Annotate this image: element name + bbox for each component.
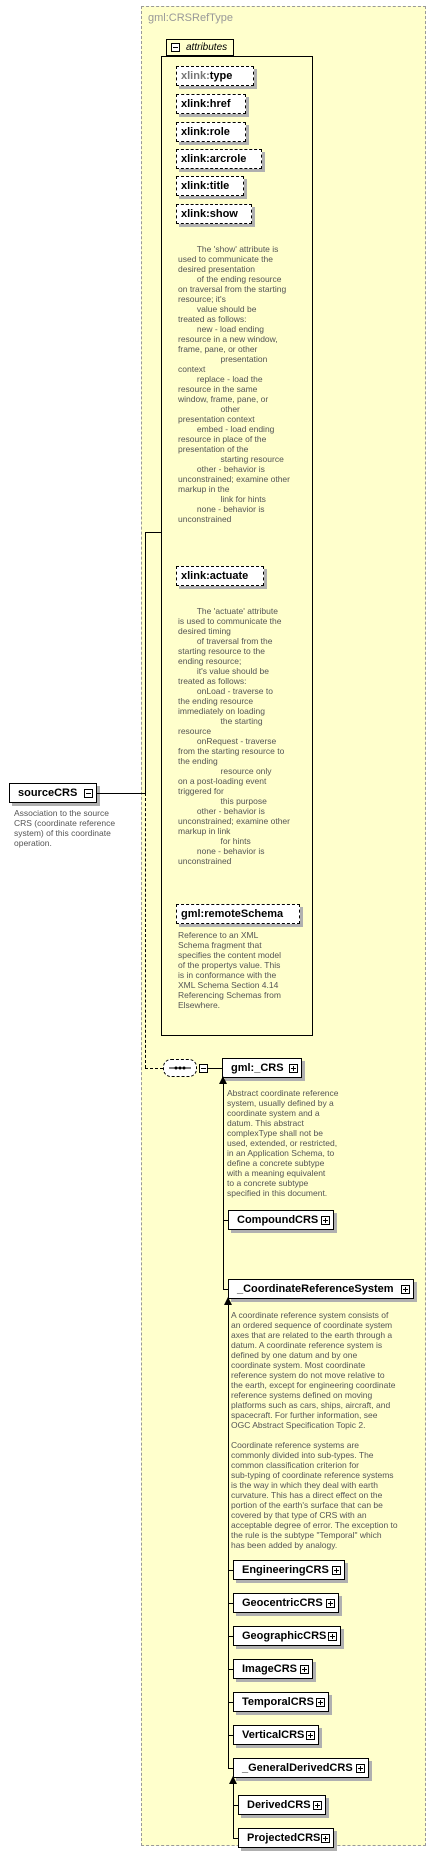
collapse-icon[interactable] — [171, 43, 180, 52]
attributes-group — [161, 56, 313, 1036]
attribute-name: xlink:href — [181, 98, 231, 110]
element-label: GeocentricCRS — [242, 1597, 323, 1609]
attributes-group-header[interactable] — [166, 39, 234, 56]
connector-dashed-line — [145, 793, 146, 1068]
element-projectedcrs[interactable] — [238, 1828, 334, 1848]
element-gml-crs[interactable] — [222, 1058, 302, 1078]
attribute-remoteschema-doc: Reference to an XML Schema fragment that specifies the content model of the propertys value. This is in conformance with the XML Schema Section 4.14 Referencing Schemas from Elsewhere. — [178, 930, 282, 1010]
attribute-xlink-type[interactable] — [176, 66, 254, 86]
attribute-xlink-actuate[interactable] — [176, 566, 264, 586]
root-element-sourcecrs[interactable] — [9, 783, 97, 803]
root-element-label: sourceCRS — [18, 787, 78, 799]
attribute-name: xlink:actuate — [181, 570, 249, 582]
attributes-label: attributes — [186, 42, 228, 53]
expand-icon[interactable] — [300, 1665, 309, 1674]
attribute-name: xlink:role — [181, 126, 230, 138]
attribute-xlink-role[interactable] — [176, 122, 246, 142]
element-label: ProjectedCRS — [247, 1832, 321, 1844]
expand-icon[interactable] — [321, 1216, 330, 1225]
attribute-namespace: xlink: — [181, 70, 210, 82]
element-derivedcrs[interactable] — [238, 1795, 326, 1815]
element-crs-doc: Abstract coordinate reference system, usually defined by a coordinate system and a datum. This abstract complexType shall not be used, extended, or restricted, in an Application Schema, to define a concrete subtype with a meaning equivalent to a concrete subtype specified in this document. — [227, 1088, 339, 1198]
expand-icon[interactable] — [313, 1801, 322, 1810]
attribute-xlink-href[interactable] — [176, 94, 246, 114]
derivation-line — [228, 1305, 229, 1726]
element-label: _GeneralDerivedCRS — [242, 1762, 353, 1774]
element-label: EngineeringCRS — [242, 1564, 329, 1576]
derivation-line — [223, 1084, 224, 1289]
attribute-xlink-arcrole[interactable] — [176, 149, 262, 169]
expand-icon[interactable] — [356, 1764, 365, 1773]
connector-line — [97, 793, 145, 794]
connector-line — [145, 532, 146, 793]
attribute-name: xlink:arcrole — [181, 153, 247, 165]
attribute-xlink-show[interactable] — [176, 204, 252, 224]
root-element-doc: Association to the source CRS (coordinate reference system) of this coordinate operation. — [14, 808, 116, 848]
element-verticalcrs[interactable] — [233, 1725, 319, 1745]
element-engineeringcrs[interactable] — [233, 1560, 345, 1580]
expand-icon[interactable] — [332, 1566, 341, 1575]
attribute-name: gml:remoteSchema — [181, 908, 284, 920]
attribute-gml-remoteschema[interactable] — [176, 904, 300, 924]
element-label: TemporalCRS — [242, 1696, 314, 1708]
attribute-name: xlink:title — [181, 180, 230, 192]
expand-icon[interactable] — [326, 1599, 335, 1608]
choice-icon — [164, 1060, 196, 1076]
element-label: VerticalCRS — [242, 1729, 305, 1741]
collapse-icon[interactable] — [84, 789, 93, 798]
connector-line — [208, 1068, 222, 1069]
expand-icon[interactable] — [401, 1285, 410, 1294]
expand-icon[interactable] — [328, 1632, 337, 1641]
element-geocentriccrs[interactable] — [233, 1593, 339, 1613]
connector-line — [145, 532, 161, 533]
attribute-name: type — [209, 70, 233, 82]
element-label: GeographicCRS — [242, 1630, 327, 1642]
expand-icon[interactable] — [306, 1731, 315, 1740]
element-coordref-doc: A coordinate reference system consists of an ordered sequence of coordinate system axes that are related to the earth through a datum. A coordinate reference system is defined by one datum and by one coordinate system. Most coordinate reference system do not move relative to the earth, except for engineering coordinate reference systems defined on moving platforms such as cars, ships, aircraft, and spacecraft. For further information, see OGC Abstract Specification Topic 2. Coordinate reference systems are commonly divided into sub-types. The common classification criterion for sub-typing of coordinate reference systems is the way in which they deal with earth curvature. This has a direct effect on the portion of the earth's surface that can be covered by that type of CRS with an acceptable degree of error. The exception to the rule is the subtype "Temporal" which has been added by analogy. — [231, 1310, 398, 1550]
collapse-icon[interactable] — [199, 1064, 208, 1073]
element-label: ImageCRS — [242, 1663, 298, 1675]
attribute-xlink-title[interactable] — [176, 176, 244, 196]
element-coordinatereferencesystem[interactable] — [228, 1279, 414, 1299]
element-temporalcrs[interactable] — [233, 1692, 329, 1712]
element-imagecrs[interactable] — [233, 1659, 313, 1679]
choice-compositor[interactable] — [163, 1059, 197, 1077]
attribute-show-doc: The 'show' attribute is used to communicate the desired presentation of the ending resource on traversal from the starting resource; it's value should be treated as follows: new - load ending resource in a new window, frame, pane, or other presentation context replace - load the resource in the same window, frame, pane, or other presentation context embed - load ending resource in place of the presentation of the starting resource other - behavior is unconstrained; examine other markup in the link for hints none - behavior is unconstrained — [178, 244, 290, 524]
element-label: DerivedCRS — [247, 1799, 311, 1811]
element-geographiccrs[interactable] — [233, 1626, 341, 1646]
complex-type-title: gml:CRSRefType — [148, 12, 233, 24]
expand-icon[interactable] — [289, 1064, 298, 1073]
expand-icon[interactable] — [321, 1834, 330, 1843]
derivation-line — [228, 1725, 229, 1768]
expand-icon[interactable] — [316, 1698, 325, 1707]
attribute-actuate-doc: The 'actuate' attribute is used to communicate the desired timing of traversal from the starting resource to the ending resource; it's value should be treated as follows: onLoad - traverse to the ending resource immediately on loading the starting resource onRequest - traverse from the starting resource to the ending resource only on a post-loading event triggered for this purpose other - behavior is unconstrained; examine other markup in link for hints none - behavior is unconstrained — [178, 606, 290, 866]
element-label: _CoordinateReferenceSystem — [237, 1283, 394, 1295]
element-compoundcrs[interactable] — [228, 1210, 334, 1230]
connector-dashed-line — [145, 1068, 163, 1069]
element-label: CompoundCRS — [237, 1214, 319, 1226]
element-label: gml:_CRS — [231, 1062, 284, 1074]
derivation-line — [233, 1784, 234, 1838]
attribute-name: xlink:show — [181, 208, 238, 220]
element-generalderivedcrs[interactable] — [233, 1758, 369, 1778]
